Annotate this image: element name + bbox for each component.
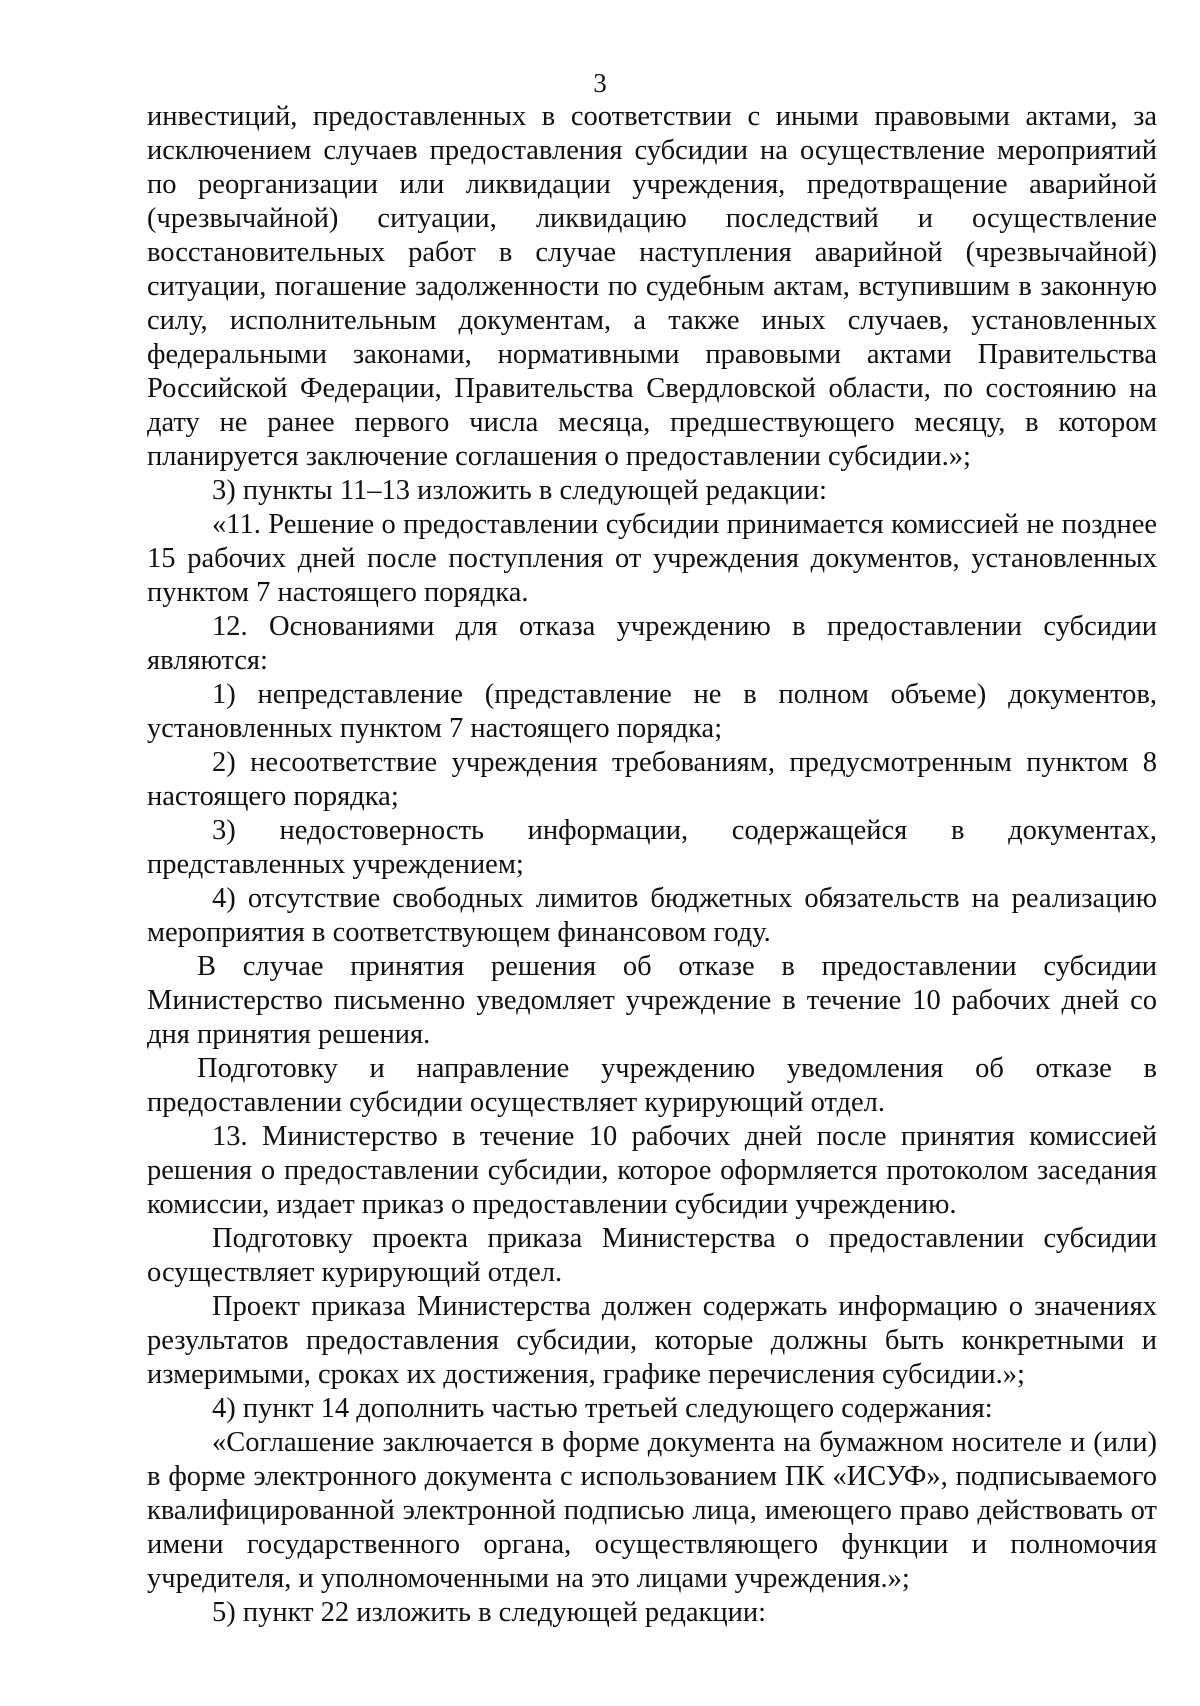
paragraph-refusal-preparation: Подготовку и направление учреждению уведомления об отказе в предоставлении субсидии осуществляет курирующий отдел. (147, 1053, 1157, 1118)
paragraph-amendment-4: 4) пункт 14 дополнить частью третьей следующего содержания: (212, 1393, 993, 1424)
paragraph-continuation: инвестиций, предоставленных в соответствии с иными правовыми актами, за исключением случаев предоставления субсидии на осуществление мероприятий по реорганизации или ликвидации учреждения, предотвращение аварийной (чрезвычайной) ситуации, ликвидацию последствий и осуществление восстановительных работ в случае наступления аварийной (чрезвычайной) ситуации, погашение задолженности по судебным актам, вступившим в законную силу, исполнительным документам, а также иных случаев, установленных федеральными законами, нормативными правовыми актами Правительства Российской Федерации, Правительства Свердловской области, по состоянию на дату не ранее первого числа месяца, предшествующего месяцу, в котором планируется заключение соглашения о предоставлении субсидии.»; (147, 101, 1157, 472)
document-body (147, 100, 1157, 1630)
paragraph-refusal-notice: В случае принятия решения об отказе в предоставлении субсидии Министерство письменно уведомляет учреждение в течение 10 рабочих дней со дня принятия решения. (147, 951, 1157, 1050)
paragraph-ground-1: 1) непредставление (представление не в полном объеме) документов, установленных пунктом 7 настоящего порядка; (147, 679, 1157, 744)
paragraph-order-content: Проект приказа Министерства должен содержать информацию о значениях результатов предоставления субсидии, которые должны быть конкретными и измеримыми, сроках их достижения, графике перечисления субсидии.»; (147, 1291, 1157, 1390)
paragraph-agreement: «Соглашение заключается в форме документа на бумажном носителе и (или) в форме электронного документа с использованием ПК «ИСУФ», подписываемого квалифицированной электронной подписью лица, имеющего право действовать от имени государственного органа, осуществляющего функции и полномочия учредителя, и уполномоченными на это лицами учреждения.»; (147, 1427, 1157, 1594)
paragraph-item-12: 12. Основаниями для отказа учреждению в предоставлении субсидии являются: (147, 611, 1157, 676)
paragraph-item-13: 13. Министерство в течение 10 рабочих дней после принятия комиссией решения о предоставлении субсидии, которое оформляется протоколом заседания комиссии, издает приказ о предоставлении субсидии учреждению. (147, 1121, 1157, 1220)
paragraph-order-preparation: Подготовку проекта приказа Министерства о предоставлении субсидии осуществляет курирующий отдел. (147, 1223, 1157, 1288)
paragraph-amendment-5: 5) пункт 22 изложить в следующей редакции: (212, 1597, 767, 1628)
paragraph-ground-2: 2) несоответствие учреждения требованиям, предусмотренным пунктом 8 настоящего порядка; (147, 747, 1157, 812)
paragraph-amendment-3: 3) пункты 11–13 изложить в следующей редакции: (212, 475, 827, 506)
page-number: 3 (593, 68, 607, 98)
paragraph-ground-3: 3) недостоверность информации, содержащейся в документах, представленных учреждением; (147, 815, 1157, 880)
paragraph-item-11: «11. Решение о предоставлении субсидии принимается комиссией не позднее 15 рабочих дней после поступления от учреждения документов, установленных пунктом 7 настоящего порядка. (147, 509, 1157, 608)
paragraph-ground-4: 4) отсутствие свободных лимитов бюджетных обязательств на реализацию мероприятия в соответствующем финансовом году. (147, 883, 1157, 948)
